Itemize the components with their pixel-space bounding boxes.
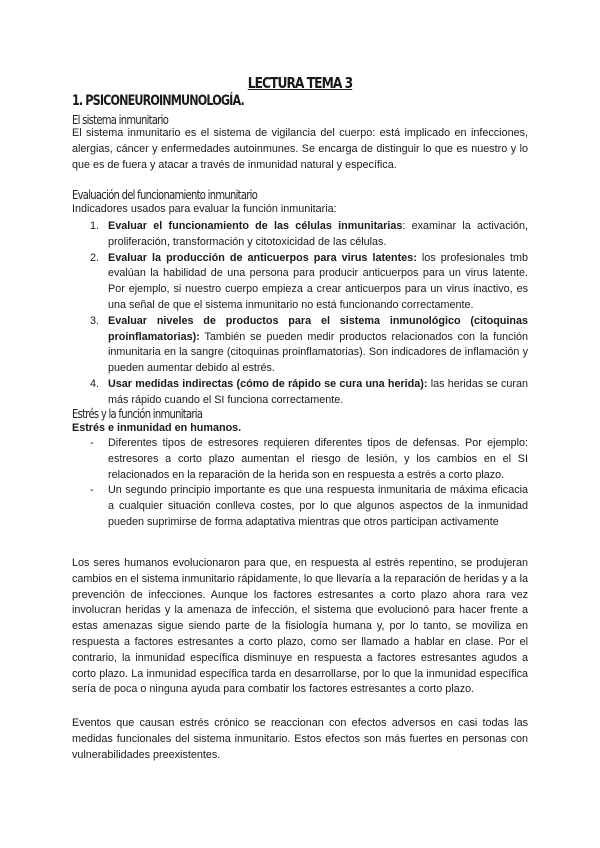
indicators-list xyxy=(72,219,528,409)
list-item-text: Un segundo principio importante es que una respuesta inmunitaria de máxima eficacia a cualquier situación conlleva costes, por lo que algunos aspectos de la inmunidad pueden suprimirse de forma adaptativa mientras que otros participan activamente xyxy=(108,484,528,528)
section-heading-psiconeuroinmunologia: 1. PSICONEUROINMUNOLOGÍA. xyxy=(72,93,244,109)
subheading-evaluacion: Evaluación del funcionamiento inmunitario xyxy=(72,187,258,202)
subheading-sistema-inmunitario: El sistema inmunitario xyxy=(72,112,169,127)
evaluation-intro: Indicadores usados para evaluar la función inmunitaria: xyxy=(72,203,337,215)
dash-marker: - xyxy=(90,484,94,497)
list-number: 1. xyxy=(90,220,100,232)
document-title: LECTURA TEMA 3 xyxy=(247,74,353,92)
list-item xyxy=(72,219,528,251)
list-item xyxy=(72,251,528,314)
list-item-bold: Evaluar niveles de productos para el sistema inmunológico (citoquinas proinflamatorias): xyxy=(108,314,528,343)
list-number: 2. xyxy=(90,251,100,264)
list-item xyxy=(72,314,528,377)
stress-bullet-list xyxy=(72,436,528,531)
dash-marker: - xyxy=(90,437,94,449)
paragraph-estres-cronico: Eventos que causan estrés crónico se reaccionan con efectos adversos en casi todas las medidas funcionales del sistema inmunitario. Estos efectos son más fuertes en personas con vulnerabilidades preexistentes. xyxy=(72,717,528,761)
list-number: 4. xyxy=(90,377,100,390)
list-item-bold: Evaluar la producción de anticuerpos para virus latentes: xyxy=(108,251,417,264)
paragraph-sistema-inmunitario: El sistema inmunitario es el sistema de vigilancia del cuerpo: está implicado en infecciones, alergias, cáncer y enfermedades autoinmunes. Se encarga de distinguir lo que es nuestro y lo que es de fuera y atacar a través de inmunidad natural y específica. xyxy=(72,127,528,171)
list-item xyxy=(72,483,528,530)
list-item-text: las heridas se curan más rápido cuando el SI funciona correctamente. xyxy=(108,377,529,406)
paragraph-evolucion: Los seres humanos evolucionaron para que, en respuesta al estrés repentino, se produjeran cambios en el sistema inmunitario rápidamente, lo que llevaría a la reparación de heridas y a la prevención de infecciones. Aunque los factores estresantes a corto plazo ahora rara vez involucran heridas y la amenaza de infección, el sistema que evolucionó para hacer frente a estas amenazas sigue siendo parte de la fisiología humana y, por lo tanto, se moviliza en respuesta a factores estresantes a corto plazo, como ser llamado a hablar en clase. Por el contrario, la inmunidad específica disminuye en respuesta a factores estresantes agudos a corto plazo. La inmunidad específica tarda en desarrollarse, por lo que la inmunidad específica sería de poca o ninguna ayuda para combatir los factores estresantes a corto plazo. xyxy=(72,557,528,696)
list-number: 3. xyxy=(90,314,100,327)
list-item-text: También se pueden medir productos relacionados con la función inmunitaria en la sangre (citoquinas proinflamatorias). Son indicadores de inflamación y pueden aumentar debido al estrés. xyxy=(108,330,528,375)
subheading-estres: Estrés y la función inmunitaria xyxy=(72,406,203,421)
list-item-bold: Evaluar el funcionamiento de las células inmunitarias xyxy=(108,220,403,232)
list-item-text: Diferentes tipos de estresores requieren diferentes tipos de defensas. Por ejemplo: estresores a corto plazo aumentan el riesgo de lesión, y los cambios en el SI relacionados en la reparación de la herida son en respuesta a estrés a corto plazo. xyxy=(108,437,528,481)
list-item-text: : examinar la activación, proliferación, transformación y citotoxicidad de las células. xyxy=(108,220,528,248)
list-item xyxy=(72,436,528,483)
list-item xyxy=(72,377,528,409)
subheading-estres-inmunidad: Estrés e inmunidad en humanos. xyxy=(72,422,242,434)
list-item-bold: Usar medidas indirectas (cómo de rápido se cura una herida): xyxy=(108,377,428,390)
list-item-text: los profesionales tmb evalúan la habilidad de una persona para producir anticuerpos para un virus latente. Por ejemplo, si nuestro cuerpo empieza a crear anticuerpos para un virus inactivo, es una señal de que el sistema inmunitario no está funcionando correctamente. xyxy=(108,251,528,311)
